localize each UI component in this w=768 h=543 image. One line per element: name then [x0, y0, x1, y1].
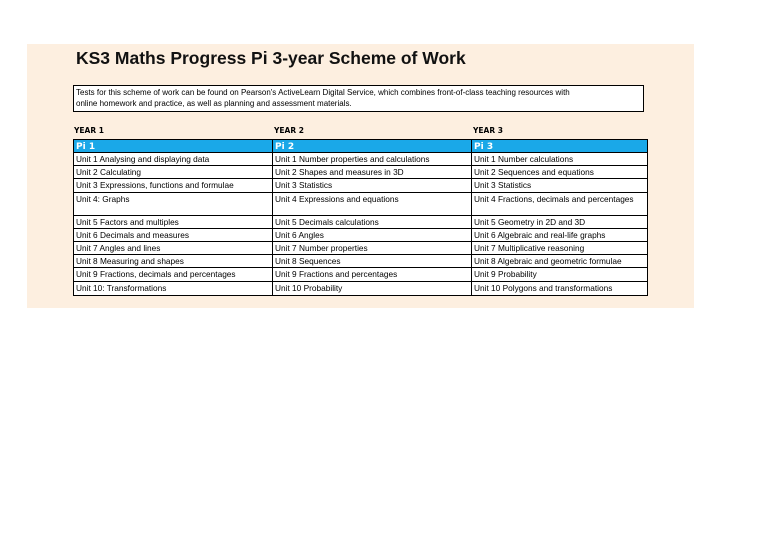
year-3-unit-5: Unit 5 Geometry in 2D and 3D [472, 216, 647, 229]
year-2-unit-10: Unit 10 Probability [275, 282, 343, 293]
year-3-unit-2: Unit 2 Sequences and equations [472, 166, 647, 179]
year-1-unit-9: Unit 9 Fractions, decimals and percentages [74, 268, 272, 281]
year-1-unit-4: Unit 4: Graphs [74, 193, 272, 216]
year-3-unit-3: Unit 3 Statistics [472, 179, 647, 192]
year-1-unit-6: Unit 6 Decimals and measures [74, 229, 272, 242]
year-1-unit-7: Unit 7 Angles and lines [74, 242, 272, 255]
year-1-unit-10: Unit 10: Transformations [76, 282, 167, 293]
year-1-header: Pi 1 [74, 139, 272, 153]
page-title: KS3 Maths Progress Pi 3-year Scheme of Work [76, 48, 466, 68]
year-2-unit-3: Unit 3 Statistics [273, 179, 471, 192]
year-1-unit-2: Unit 2 Calculating [74, 166, 272, 179]
year-2-unit-2: Unit 2 Shapes and measures in 3D [273, 166, 471, 179]
intro-line-2: online homework and practice, as well as planning and assessment materials. [76, 99, 352, 108]
year-2-unit-1: Unit 1 Number properties and calculations [273, 153, 471, 166]
year-3-column [471, 139, 648, 296]
year-3-unit-7: Unit 7 Multiplicative reasoning [472, 242, 647, 255]
year-2-label: YEAR 2 [274, 126, 304, 135]
year-1-label: YEAR 1 [74, 126, 104, 135]
year-3-header: Pi 3 [472, 139, 647, 153]
year-2-header: Pi 2 [273, 139, 471, 153]
year-3-unit-8: Unit 8 Algebraic and geometric formulae [472, 255, 647, 268]
year-1-unit-3: Unit 3 Expressions, functions and formulae [74, 179, 272, 192]
year-1-unit-8: Unit 8 Measuring and shapes [74, 255, 272, 268]
intro-text-box [73, 85, 644, 112]
year-3-unit-6: Unit 6 Algebraic and real-life graphs [472, 229, 647, 242]
year-2-unit-4: Unit 4 Expressions and equations [273, 193, 471, 216]
year-1-unit-1: Unit 1 Analysing and displaying data [74, 153, 272, 166]
year-3-unit-1: Unit 1 Number calculations [472, 153, 647, 166]
year-1-unit-5: Unit 5 Factors and multiples [74, 216, 272, 229]
intro-line-1: Tests for this scheme of work can be found on Pearson's ActiveLearn Digital Service, which combines front-of-class teaching resources with [76, 88, 570, 97]
year-2-unit-8: Unit 8 Sequences [273, 255, 471, 268]
year-3-unit-4: Unit 4 Fractions, decimals and percentages [472, 193, 647, 216]
year-3-unit-10: Unit 10 Polygons and transformations [474, 282, 613, 293]
year-3-unit-9: Unit 9 Probability [472, 268, 647, 281]
year-3-label: YEAR 3 [473, 126, 503, 135]
year-2-unit-7: Unit 7 Number properties [273, 242, 471, 255]
year-1-column [73, 139, 273, 296]
year-2-unit-6: Unit 6 Angles [273, 229, 471, 242]
year-2-unit-5: Unit 5 Decimals calculations [273, 216, 471, 229]
year-2-unit-9: Unit 9 Fractions and percentages [273, 268, 471, 281]
year-2-column [272, 139, 472, 296]
